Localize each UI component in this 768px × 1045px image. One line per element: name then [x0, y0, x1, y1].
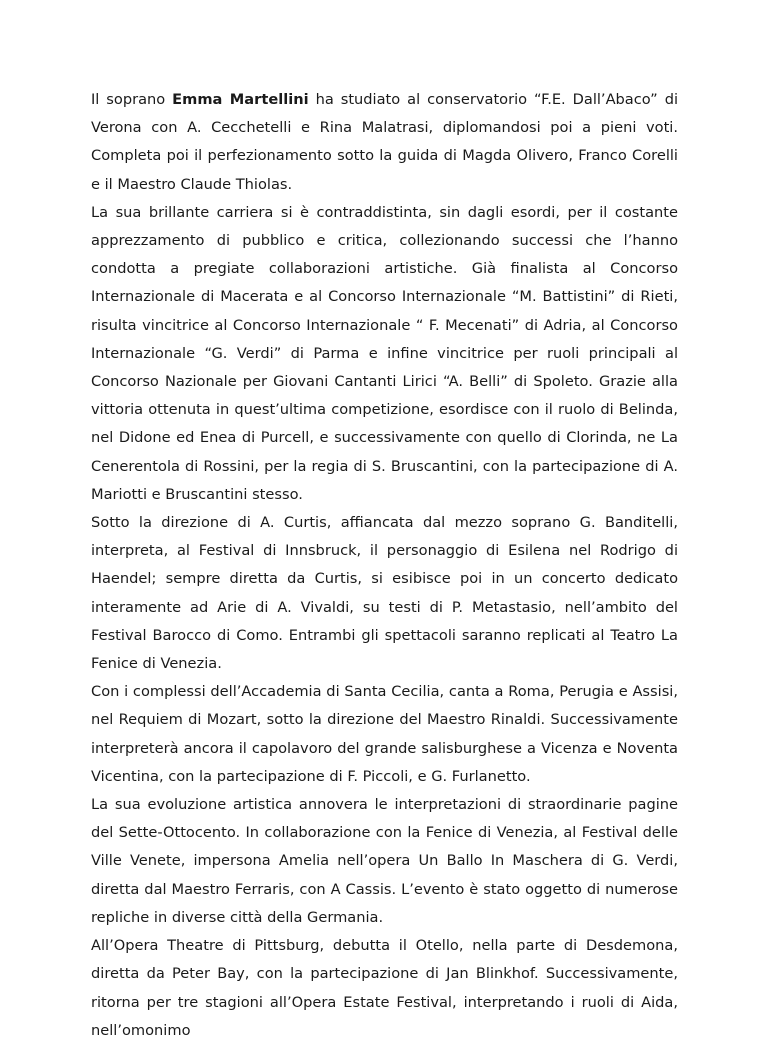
paragraph-santa-cecilia: Con i complessi dell’Accademia di Santa Cecilia, canta a Roma, Perugia e Assisi, nel Requiem di Mozart, sotto la direzione del Maestro Rinaldi. Successivamente interpreterà ancora il capolavoro del grande salisburghese a Vicenza e Noventa Vicentina, con la partecipazione di F. Piccoli, e G. Furlanetto. [91, 683, 678, 785]
paragraph-career: La sua brillante carriera si è contraddistinta, sin dagli esordi, per il costante apprezzamento di pubblico e critica, collezionando successi che l’hanno condotta a pregiate collaborazioni artistiche. Già finalista al Concorso Internazionale di Macerata e al Concorso Internazionale “M. Battistini” di Rieti, risulta vincitrice al Concorso Internazionale “ F. Mecenati” di Adria, al Concorso Internazionale “G. Verdi” di Parma e infine vincitrice per ruoli principali al Concorso Nazionale per Giovani Cantanti Lirici “A. Belli” di Spoleto. Grazie alla vittoria ottenuta in quest’ultima competizione, esordisce con il ruolo di Belinda, nel Didone ed Enea di Purcell, e successivamente con quello di Clorinda, ne La Cenerentola di Rossini, per la regia di S. Bruscantini, con la partecipazione di A. Mariotti e Bruscantini stesso. [91, 203, 678, 503]
paragraph-intro [91, 86, 678, 199]
intro-suffix: ha studiato al conservatorio “F.E. Dall’Abaco” di Verona con A. Cecchetelli e Rina Malatrasi, diplomandosi poi a pieni voti. Completa poi il perfezionamento sotto la guida di Magda Olivero, Franco Corelli e il Maestro Claude Thiolas. [91, 91, 679, 193]
paragraph-curtis: Sotto la direzione di A. Curtis, affiancata dal mezzo soprano G. Banditelli, interpreta, al Festival di Innsbruck, il personaggio di Esilena nel Rodrigo di Haendel; sempre diretta da Curtis, si esibisce poi in un concerto dedicato interamente ad Arie di A. Vivaldi, su testi di P. Metastasio, nell’ambito del Festival Barocco di Como. Entrambi gli spettacoli saranno replicati al Teatro La Fenice di Venezia. [91, 514, 678, 673]
document-body [91, 86, 678, 1045]
intro-prefix: Il soprano [91, 91, 173, 108]
paragraph-evolution: La sua evoluzione artistica annovera le interpretazioni di straordinarie pagine del Sette-Ottocento. In collaborazione con la Fenice di Venezia, al Festival delle Ville Venete, impersona Amelia nell’opera Un Ballo In Maschera di G. Verdi, diretta dal Maestro Ferraris, con A Cassis. L’evento è stato oggetto di numerose repliche in diverse città della Germania. [91, 796, 678, 926]
singer-name: Emma Martellini [172, 91, 309, 108]
paragraph-pittsburg: All’Opera Theatre di Pittsburg, debutta il Otello, nella parte di Desdemona, diretta da Peter Bay, con la partecipazione di Jan Blinkhof. Successivamente, ritorna per tre stagioni all’Opera Estate Festival, interpretando i ruoli di Aida, nell’omonimo [91, 937, 678, 1039]
